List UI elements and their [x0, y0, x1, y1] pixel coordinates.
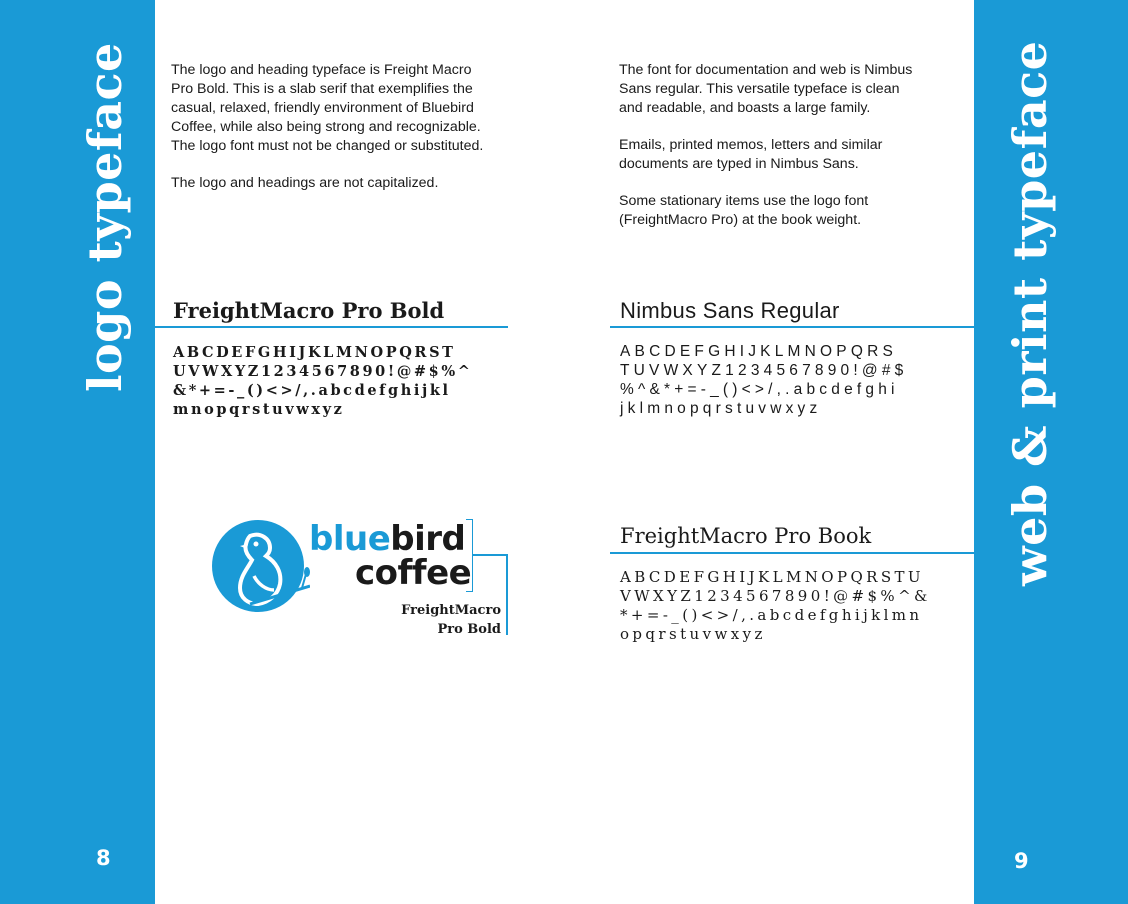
- glyph-line: %^&*+=-_()<>/,.abcdefghi: [620, 381, 899, 398]
- right-paragraph-3: Some stationary items use the logo font (FreightMacro Pro) at the book weight.: [619, 193, 869, 228]
- glyph-line: ABCDEFGHIJKLMNOPQRSTU: [620, 568, 924, 586]
- book-font-heading: FreightMacro Pro Book: [620, 524, 872, 548]
- glyph-line: jklmnopqrstuvwxyz: [620, 400, 822, 417]
- left-intro-text: [171, 61, 531, 211]
- glyph-line: ABCDEFGHIJKLMNOPQRST: [173, 344, 456, 361]
- right-paragraph-2: Emails, printed memos, letters and similar documents are typed in Nimbus Sans.: [619, 137, 883, 172]
- caption-line-2: Pro Bold: [437, 622, 501, 637]
- logo-word-blue: blue: [309, 519, 391, 559]
- logo-word-bird: bird: [390, 519, 466, 559]
- glyph-line: UVWXYZ1234567890!@#$%^: [173, 363, 473, 380]
- glyph-line: *+=-_()<>/,.abcdefghijklmn: [620, 606, 923, 624]
- glyph-line: TUVWXYZ1234567890!@#$: [620, 362, 908, 379]
- left-side-title: logo typeface: [78, 42, 132, 392]
- logo-bracket-stem: [506, 554, 508, 635]
- bluebird-icon: [210, 516, 310, 616]
- logo-font-caption: [380, 601, 501, 639]
- glyph-line: &*+=-_()<>/,.abcdefghijkl: [173, 382, 451, 399]
- logo-word-coffee: coffee: [355, 553, 472, 593]
- logo-font-heading: FreightMacro Pro Bold: [173, 298, 445, 323]
- glyph-line: mnopqrstuvwxyz: [173, 401, 345, 418]
- logo-font-glyphs: [173, 343, 473, 419]
- right-intro-text: [619, 61, 959, 248]
- left-paragraph-1: The logo and heading typeface is Freight Macro Pro Bold. This is a slab serif that exemplifies the casual, relaxed, friendly environment of Bluebird Coffee, while also being strong and recognizable. The logo font must not be changed or substituted.: [171, 62, 484, 154]
- left-page-number: 8: [96, 846, 111, 870]
- book-font-glyphs: [620, 568, 931, 644]
- right-paragraph-1: The font for documentation and web is Nimbus Sans regular. This versatile typeface is clean and readable, and boasts a large family.: [619, 62, 913, 116]
- logo-font-rule: [155, 326, 508, 328]
- glyph-line: ABCDEFGHIJKLMNOPQRS: [620, 343, 898, 360]
- logo-bracket: [466, 519, 473, 592]
- web-font-rule: [610, 326, 974, 328]
- right-page-number: 9: [1014, 849, 1029, 873]
- glyph-line: opqrstuvwxyz: [620, 625, 766, 643]
- web-font-glyphs: [620, 342, 907, 418]
- right-side-title: web & print typeface: [1003, 40, 1057, 586]
- glyph-line: VWXYZ1234567890!@#$%^&: [620, 587, 931, 605]
- logo-bracket-connector: [472, 554, 507, 556]
- book-font-rule: [610, 552, 974, 554]
- caption-line-1: FreightMacro: [401, 603, 501, 618]
- logo-word-bluebird: [309, 519, 466, 559]
- web-font-heading: Nimbus Sans Regular: [620, 298, 840, 323]
- left-paragraph-2: The logo and headings are not capitalized.: [171, 175, 439, 191]
